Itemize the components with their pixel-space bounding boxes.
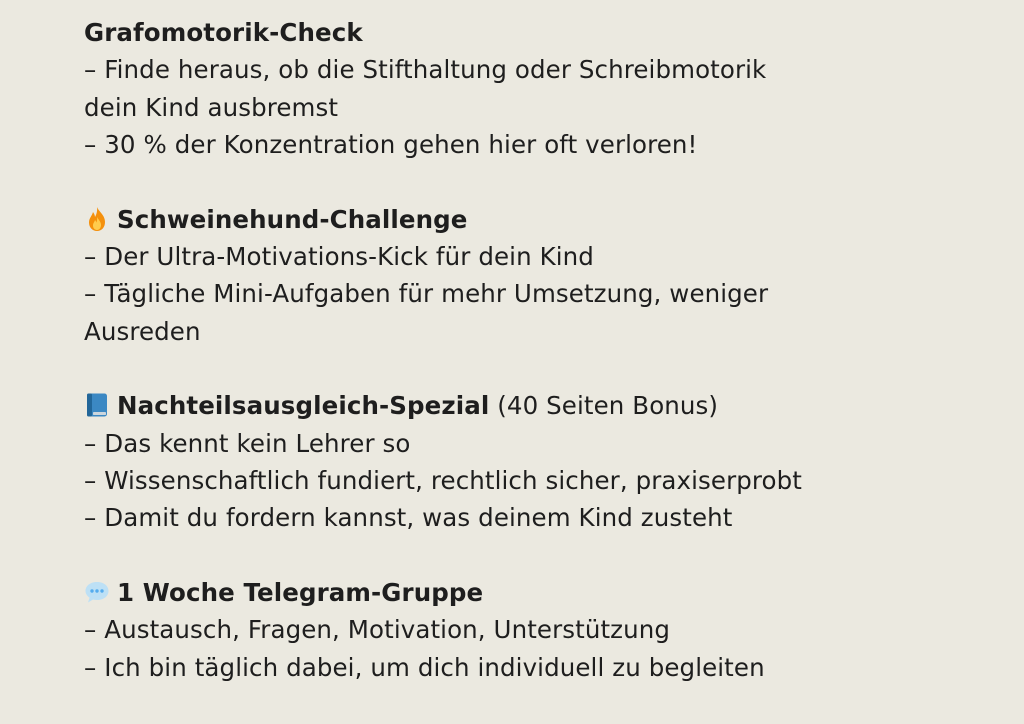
section-line: – 30 % der Konzentration gehen hier oft verloren! <box>84 130 698 160</box>
section-title: 1 Woche Telegram-Gruppe <box>117 577 484 607</box>
section-grafomotorik <box>84 14 884 164</box>
section-line: – Damit du fordern kannst, was deinem Kind zusteht <box>84 503 733 533</box>
section-line: – Austausch, Fragen, Motivation, Unterstützung <box>84 615 671 645</box>
feature-list <box>84 14 884 723</box>
section-title-suffix: (40 Seiten Bonus) <box>497 391 719 421</box>
section-heading <box>84 574 884 611</box>
section-heading <box>84 387 884 424</box>
section-schweinehund <box>84 201 884 351</box>
section-line: – Tägliche Mini-Aufgaben für mehr Umsetzung, weniger <box>84 279 769 309</box>
section-line: – Wissenschaftlich fundiert, rechtlich sicher, praxiserprobt <box>84 466 802 496</box>
section-title: Nachteilsausgleich-Spezial <box>117 391 490 421</box>
speech-bubble-icon <box>84 578 110 604</box>
section-line: – Finde heraus, ob die Stifthaltung oder Schreibmotorik <box>84 55 767 85</box>
section-heading <box>84 14 884 51</box>
section-line: – Das kennt kein Lehrer so <box>84 428 411 458</box>
section-title: Schweinehund-Challenge <box>117 204 468 234</box>
section-line: – Ich bin täglich dabei, um dich individuell zu begleiten <box>84 652 765 682</box>
section-nachteilsausgleich <box>84 387 884 537</box>
section-title: Grafomotorik-Check <box>84 18 363 47</box>
fire-icon <box>84 205 110 231</box>
section-line: Ausreden <box>84 316 201 346</box>
section-heading <box>84 201 884 238</box>
section-line: – Der Ultra-Motivations-Kick für dein Kind <box>84 242 594 272</box>
book-icon <box>84 391 110 417</box>
section-line: dein Kind ausbremst <box>84 92 339 122</box>
section-telegram <box>84 574 884 686</box>
